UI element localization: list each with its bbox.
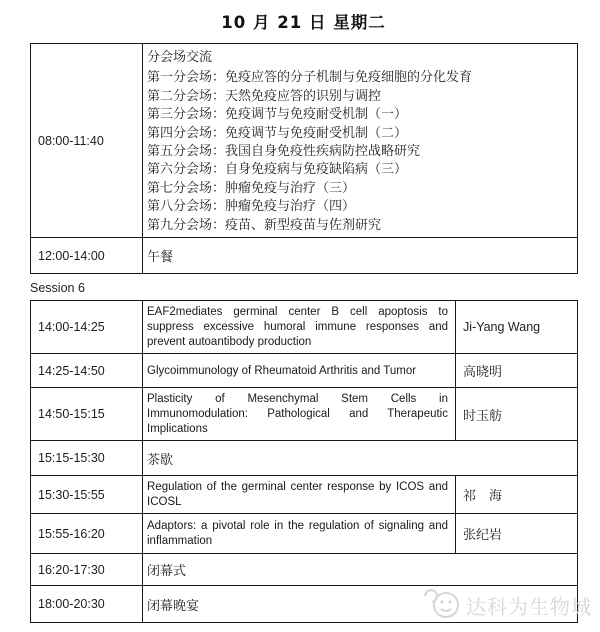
time-cell: 15:15-15:30 <box>31 441 143 476</box>
table-row <box>31 441 578 476</box>
table-row <box>31 514 578 554</box>
page-title: 10 月 21 日 星期二 <box>221 13 386 32</box>
activity-cell: 茶歇 <box>143 441 578 476</box>
agenda-line: 第七分会场：肿瘤免疫与治疗（三） <box>147 180 356 196</box>
talk-title-cell: EAF2mediates germinal center B cell apoptosis to suppress excessive humoral immune responses and prevent autoantibody production <box>143 301 456 354</box>
agenda-line: 第九分会场：疫苗、新型疫苗与佐剂研究 <box>147 217 382 233</box>
speaker-cell: Ji-Yang Wang <box>456 301 578 354</box>
agenda-line: 第二分会场：天然免疫应答的识别与调控 <box>147 88 382 104</box>
table-row <box>31 554 578 586</box>
talk-title-cell: Regulation of the germinal center response by ICOS and ICOSL <box>143 476 456 514</box>
table-row <box>31 44 578 238</box>
time-cell: 16:20-17:30 <box>31 554 143 586</box>
time-cell: 14:50-15:15 <box>31 388 143 441</box>
time-cell: 12:00-14:00 <box>31 238 143 274</box>
time-cell: 18:00-20:30 <box>31 586 143 623</box>
time-cell: 14:25-14:50 <box>31 354 143 388</box>
agenda-line: 第四分会场：免疫调节与免疫耐受机制（二） <box>147 125 408 141</box>
agenda-cell <box>143 44 578 238</box>
afternoon-schedule-table <box>30 300 578 623</box>
agenda-line: 第一分会场：免疫应答的分子机制与免疫细胞的分化发育 <box>147 70 473 86</box>
speaker-cell: 张纪岩 <box>456 514 578 554</box>
activity-cell: 闭幕式 <box>143 554 578 586</box>
smiley-face-icon <box>422 586 462 625</box>
talk-title-cell: Glycoimmunology of Rheumatoid Arthritis and Tumor <box>143 354 456 388</box>
time-cell: 15:55-16:20 <box>31 514 143 554</box>
table-row <box>31 388 578 441</box>
session-label: Session 6 <box>30 281 85 295</box>
agenda-line: 第三分会场：免疫调节与免疫耐受机制（一） <box>147 107 408 123</box>
morning-schedule-table <box>30 43 578 274</box>
agenda-line: 第六分会场：自身免疫病与免疫缺陷病（三） <box>147 162 408 178</box>
time-cell: 08:00-11:40 <box>31 44 143 238</box>
activity-cell: 午餐 <box>143 238 578 274</box>
speaker-cell: 祁 海 <box>456 476 578 514</box>
speaker-cell: 时玉舫 <box>456 388 578 441</box>
table-row <box>31 354 578 388</box>
time-cell: 15:30-15:55 <box>31 476 143 514</box>
watermark <box>422 586 592 625</box>
activity-cell: 闭幕晚宴 <box>143 586 578 623</box>
talk-title-cell: Plasticity of Mesenchymal Stem Cells in Immunomodulation: Pathological and Therapeutic Implications <box>143 388 456 441</box>
time-cell: 14:00-14:25 <box>31 301 143 354</box>
agenda-line: 第五分会场：我国自身免疫性疾病防控战略研究 <box>147 144 421 160</box>
table-row <box>31 301 578 354</box>
talk-title-cell: Adaptors: a pivotal role in the regulation of signaling and inflammation <box>143 514 456 554</box>
agenda-line: 第八分会场：肿瘤免疫与治疗（四） <box>147 199 356 215</box>
speaker-cell: 高晓明 <box>456 354 578 388</box>
agenda-line: 分会场交流 <box>147 50 213 65</box>
table-row <box>31 476 578 514</box>
watermark-text: 达科为生物城 <box>466 595 592 619</box>
table-row <box>31 238 578 274</box>
